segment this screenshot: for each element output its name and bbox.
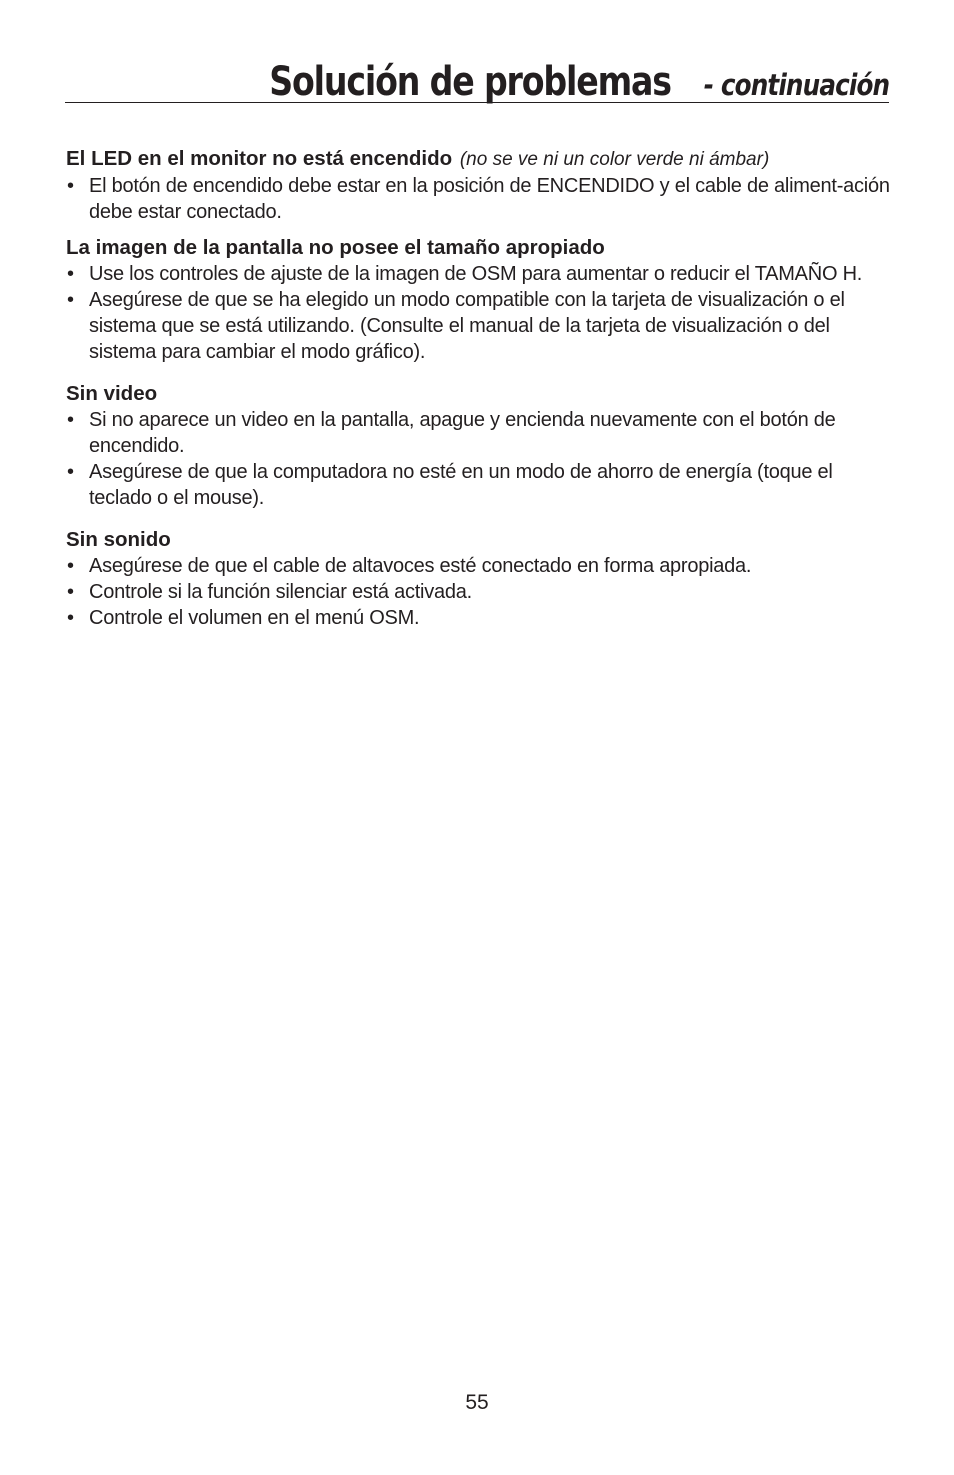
list-item-text: Si no aparece un video en la pantalla, apague y encienda nuevamente con el botón de encendido. [89,409,836,457]
section-image-size [66,235,890,365]
title-continuation: - continuación [703,68,889,102]
section-no-video [66,381,890,511]
list-item-text: Controle si la función silenciar está activada. [89,581,472,603]
list-item [66,553,890,579]
list-item [66,287,890,365]
bullet-icon: • [67,175,74,197]
troubleshooting-content [66,146,890,631]
bullet-icon: • [67,289,74,311]
section-heading [66,381,890,407]
bullet-icon: • [67,555,74,577]
list-item [66,407,890,459]
bullet-list [66,261,890,365]
section-heading-text: La imagen de la pantalla no posee el tamaño apropiado [66,236,605,259]
section-heading [66,527,890,553]
list-item-text: Controle el volumen en el menú OSM. [89,607,420,629]
list-item [66,605,890,631]
section-no-sound [66,527,890,631]
section-heading-text: Sin sonido [66,528,171,551]
list-item [66,579,890,605]
list-item-text: Asegúrese de que la computadora no esté en un modo de ahorro de energía (toque el teclado o el mouse). [89,461,833,509]
bullet-icon: • [67,263,74,285]
page-title [187,59,889,105]
section-heading-note: (no se ve ni un color verde ni ámbar) [459,149,770,170]
section-heading [66,146,890,173]
page-number: 55 [465,1391,489,1414]
title-main: Solución de problemas [269,59,671,105]
bullet-icon: • [67,461,74,483]
list-item-text: Use los controles de ajuste de la imagen de OSM para aumentar o reducir el TAMAÑO H. [89,263,863,285]
list-item [66,459,890,511]
bullet-list [66,173,890,225]
list-item [66,173,890,225]
bullet-icon: • [67,409,74,431]
list-item [66,261,890,287]
list-item-text: Asegúrese de que se ha elegido un modo compatible con la tarjeta de visualización o el sistema que se está utilizando. (Consulte el manual de la tarjeta de visualización o del sistema para cambiar el modo gráfico). [89,289,845,363]
section-heading-text: El LED en el monitor no está encendido [66,147,453,170]
bullet-icon: • [67,581,74,603]
section-heading [66,235,890,261]
section-led-off [66,146,890,225]
page-header [65,54,889,103]
bullet-list [66,407,890,511]
bullet-icon: • [67,607,74,629]
section-heading-text: Sin video [66,382,158,405]
list-item-text: El botón de encendido debe estar en la posición de ENCENDIDO y el cable de aliment-ación debe estar conectado. [89,175,890,223]
list-item-text: Asegúrese de que el cable de altavoces esté conectado en forma apropiada. [89,555,752,577]
bullet-list [66,553,890,631]
